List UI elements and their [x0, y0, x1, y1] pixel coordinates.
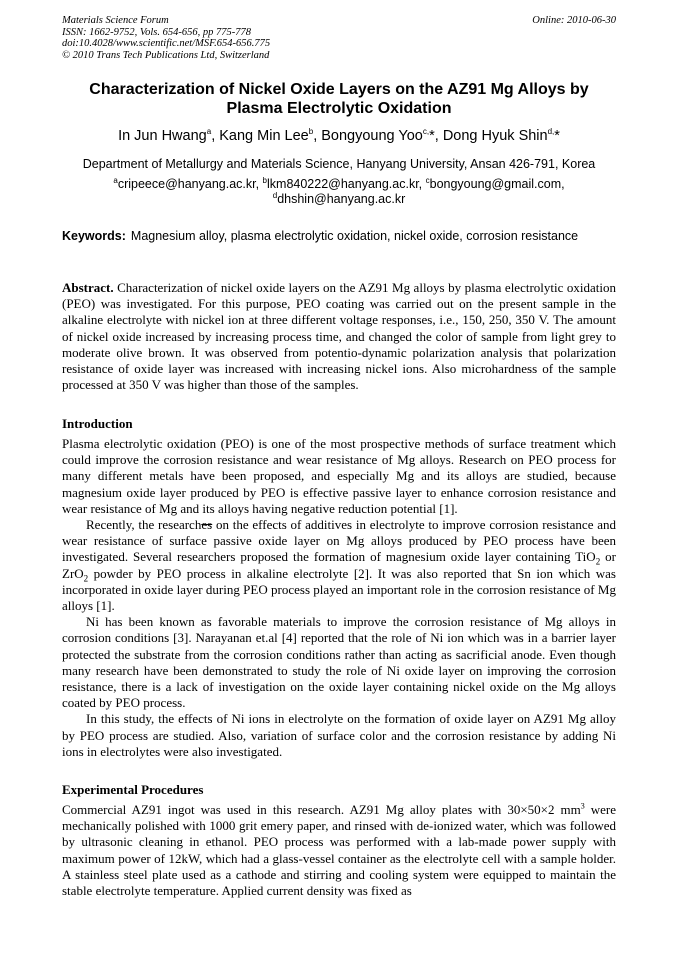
issn-line: ISSN: 1662-9752, Vols. 654-656, pp 775-778: [62, 26, 251, 38]
experimental-body: [62, 802, 616, 899]
author-3: Bongyoung Yoo: [321, 128, 423, 144]
introduction-body: [62, 436, 616, 760]
exp-p1-text-a: Commercial AZ91 ingot was used in this research. AZ91 Mg alloy plates with 30×50×2 mm: [62, 802, 581, 817]
experimental-heading: Experimental Procedures: [62, 782, 204, 797]
corresponding-star: *: [554, 128, 560, 144]
email-1-sup: a: [113, 175, 118, 185]
corresponding-star: *: [429, 128, 435, 144]
copyright-line: © 2010 Trans Tech Publications Ltd, Switzerland: [62, 49, 270, 61]
intro-p2-text-a: Recently, the research: [86, 517, 202, 533]
keywords: [62, 229, 616, 243]
introduction-heading: Introduction: [62, 416, 133, 431]
email-2-sup: b: [262, 175, 267, 185]
author-sep: ,: [211, 128, 220, 144]
author-1-sup: a: [206, 127, 212, 137]
abstract: [62, 280, 616, 393]
email-3-sup: c: [425, 175, 430, 185]
paper-title: [62, 80, 616, 118]
doi-line: doi:10.4028/www.scientific.net/MSF.654-656.775: [62, 38, 271, 49]
email-1[interactable]: cripeece@hanyang.ac.kr,: [117, 177, 263, 191]
exp-p1-text-b: were mechanically polished with 1000 grit emery paper, and rinsed with de-ionized water, which was followed by ultrasonic cleaning in ethanol. PEO process was performed with a lab-made power supply with maximum power of 12kW, which had a glass-vessel container as the electrolyte cell with a sample holder. A stainless steel plate used as a cathode and stirring and cooling system were equipped to maintain the stable electrolyte temperature. Applied current density was fixed as: [62, 802, 616, 899]
intro-p2-sub-1: 2: [595, 557, 601, 568]
experimental-paragraph-1: [62, 802, 616, 899]
abstract-label: Abstract.: [62, 280, 114, 295]
page-header: [62, 15, 616, 61]
title-line-1: Characterization of Nickel Oxide Layers on the AZ91 Mg Alloys by: [89, 81, 589, 98]
intro-paragraph-1: Plasma electrolytic oxidation (PEO) is one of the most prospective methods of surface treatment which could improve the corrosion resistance and wear resistance of Mg alloys. Research on PEO process for many different metals have been proposed, and especially Mg and its alloys are studied, because magnesium oxide layer produced by PEO is effective passive layer to enhance corrosion resistance and wear resistance of Mg and its alloys having negative reduction potential [1].: [62, 436, 616, 516]
exp-p1-sup: 3: [580, 801, 585, 811]
online-date: Online: 2010-06-30: [532, 15, 616, 26]
intro-p2-text-d: powder by PEO process in alkaline electrolyte [2]. It was also reported that Sn ion which was incorporated in oxide layer during PEO process played an important role in the corrosion resistance of Mg alloys [1].: [62, 565, 616, 614]
email-4-sup: d: [272, 190, 278, 200]
author-2: Kang Min Lee: [219, 128, 309, 144]
intro-p2-strike: es: [201, 517, 213, 533]
author-1: In Jun Hwang: [118, 128, 207, 144]
email-2[interactable]: lkm840222@hanyang.ac.kr,: [267, 177, 426, 191]
author-list: [62, 128, 616, 144]
author-2-sup: b: [308, 127, 314, 137]
email-4[interactable]: dhshin@hanyang.ac.kr: [277, 192, 406, 206]
abstract-text: Characterization of nickel oxide layers on the AZ91 Mg alloys by plasma electrolytic oxidation (PEO) was investigated. For this purpose, PEO coating was carried out on the present sample in the alkaline electrolyte with nickel ion at three different voltage responses, i.e., 150, 250, 350 V. The amount of nickel oxide increased by increasing process time, and changed the color of sample from light grey to moderate olive brown. It was observed from potentio-dynamic polarization analysis that polarization resistance of oxide layer was increased with increasing nickel ions. Also microhardness of the sample processed at 350 V was higher than those of the samples.: [62, 280, 616, 393]
intro-p2-text-c: or ZrO: [62, 549, 616, 581]
intro-paragraph-2: [62, 517, 616, 614]
author-4: Dong Hyuk Shin: [442, 128, 548, 144]
intro-paragraph-4: In this study, the effects of Ni ions in electrolyte on the formation of oxide layer on AZ91 Mg alloy by PEO process are studied. Also, variation of surface color and the corrosion resistance by adding Ni ions in electrolytes were also investigated.: [62, 711, 616, 759]
author-3-sup: c,: [422, 127, 430, 137]
keywords-label: Keywords:: [62, 229, 126, 243]
journal-name: Materials Science Forum: [62, 15, 169, 26]
keywords-text: Magnesium alloy, plasma electrolytic oxidation, nickel oxide, corrosion resistance: [130, 229, 579, 243]
intro-paragraph-3: Ni has been known as favorable materials to improve the corrosion resistance of Mg alloys in corrosion conditions [3]. Narayanan et.al [4] reported that the role of Ni ion which was in a barrier layer protected the substrate from the corrosion conditions rather than acting as sacrificial anode. Even though many research have been demonstrated to study the role of Ni oxide layer on improving the corrosion resistance, there is a lack of investigation on the oxide layer containing nickel oxide on the Mg alloys coated by PEO process.: [62, 614, 616, 711]
affiliation: Department of Metallurgy and Materials Science, Hanyang University, Ansan 426-791, Korea: [82, 157, 596, 171]
email-3[interactable]: bongyoung@gmail.com,: [429, 177, 565, 191]
author-4-sup: d,: [547, 127, 555, 137]
author-sep: ,: [434, 128, 443, 144]
intro-p2-sub-2: 2: [83, 573, 89, 584]
title-line-2: Plasma Electrolytic Oxidation: [226, 100, 452, 117]
email-list: [62, 177, 616, 207]
author-sep: ,: [313, 128, 322, 144]
intro-p2-text-b: on the effects of additives in electrolyte to improve corrosion resistance and wear resistance of surface passive oxide layer on Mg alloys produced by PEO process have been investigated. Several researchers proposed the formation of magnesium oxide layer containing TiO: [62, 517, 617, 565]
